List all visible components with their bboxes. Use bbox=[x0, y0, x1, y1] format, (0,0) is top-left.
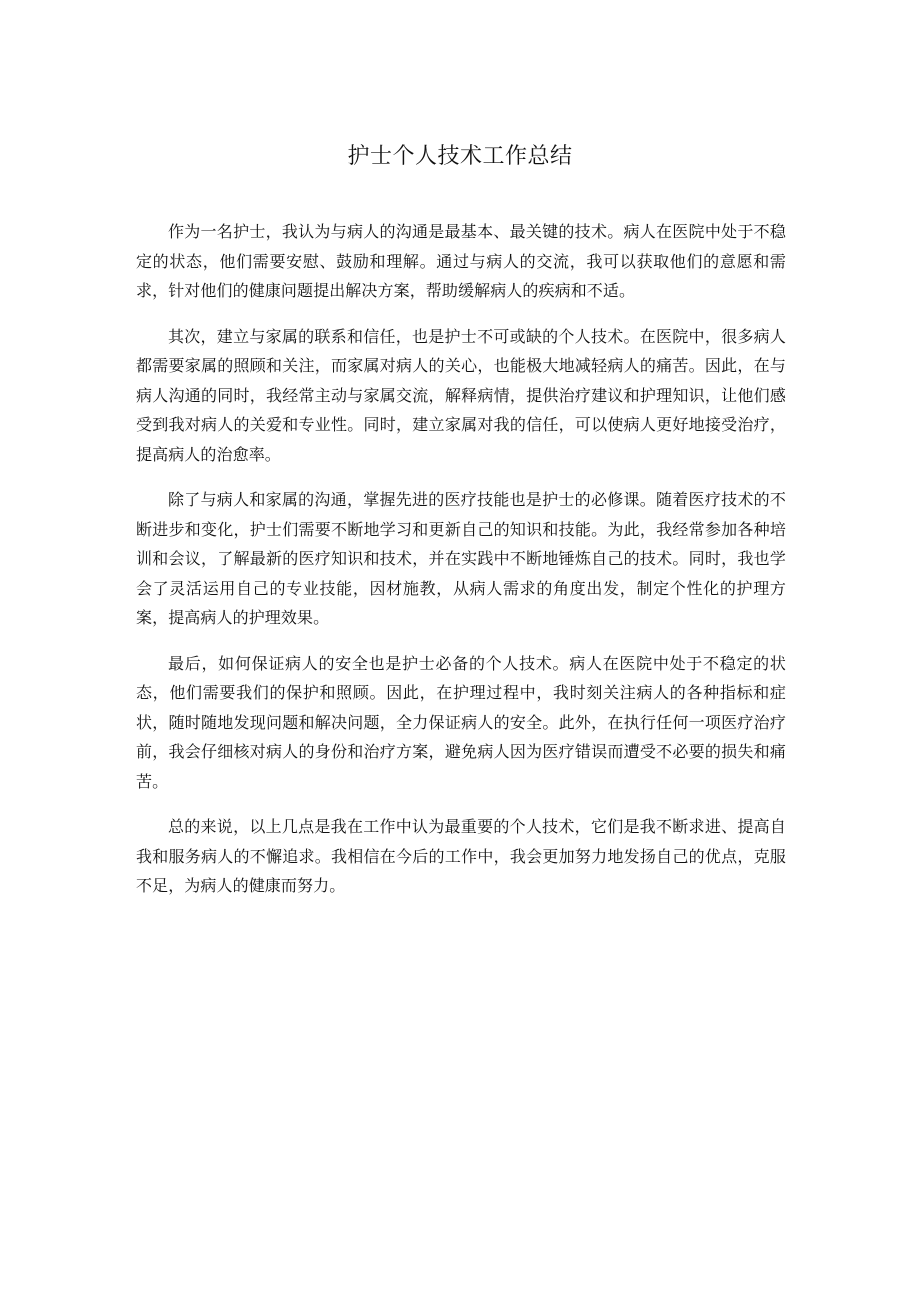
paragraph-2: 其次，建立与家属的联系和信任，也是护士不可或缺的个人技术。在医院中，很多病人都需要家属的照顾和关注，而家属对病人的关心，也能极大地减轻病人的痛苦。因此，在与病人沟通的同时，我经常主动与家属交流，解释病情，提供治疗建议和护理知识，让他们感受到我对病人的关爱和专业性。同时，建立家属对我的信任，可以使病人更好地接受治疗，提高病人的治愈率。 bbox=[136, 326, 786, 464]
document-body bbox=[136, 217, 786, 917]
paragraph-1: 作为一名护士，我认为与病人的沟通是最基本、最关键的技术。病人在医院中处于不稳定的状态，他们需要安慰、鼓励和理解。通过与病人的交流，我可以获取他们的意愿和需求，针对他们的健康问题提出解决方案，帮助缓解病人的疾病和不适。 bbox=[136, 222, 786, 300]
document-title: 护士个人技术工作总结 bbox=[347, 144, 573, 169]
paragraph-3: 除了与病人和家属的沟通，掌握先进的医疗技能也是护士的必修课。随着医疗技术的不断进步和变化，护士们需要不断地学习和更新自己的知识和技能。为此，我经常参加各种培训和会议，了解最新的医疗知识和技术，并在实践中不断地锤炼自己的技术。同时，我也学会了灵活运用自己的专业技能，因材施教，从病人需求的角度出发，制定个性化的护理方案，提高病人的护理效果。 bbox=[136, 490, 786, 627]
paragraph-4: 最后，如何保证病人的安全也是护士必备的个人技术。病人在医院中处于不稳定的状态，他们需要我们的保护和照顾。因此，在护理过程中，我时刻关注病人的各种指标和症状，随时随地发现问题和解决问题，全力保证病人的安全。此外，在执行任何一项医疗治疗前，我会仔细核对病人的身份和治疗方案，避免病人因为医疗错误而遭受不必要的损失和痛苦。 bbox=[136, 653, 786, 791]
paragraph-5: 总的来说，以上几点是我在工作中认为最重要的个人技术，它们是我不断求进、提高自我和服务病人的不懈追求。我相信在今后的工作中，我会更加努力地发扬自己的优点，克服不足，为病人的健康而努力。 bbox=[136, 817, 786, 895]
